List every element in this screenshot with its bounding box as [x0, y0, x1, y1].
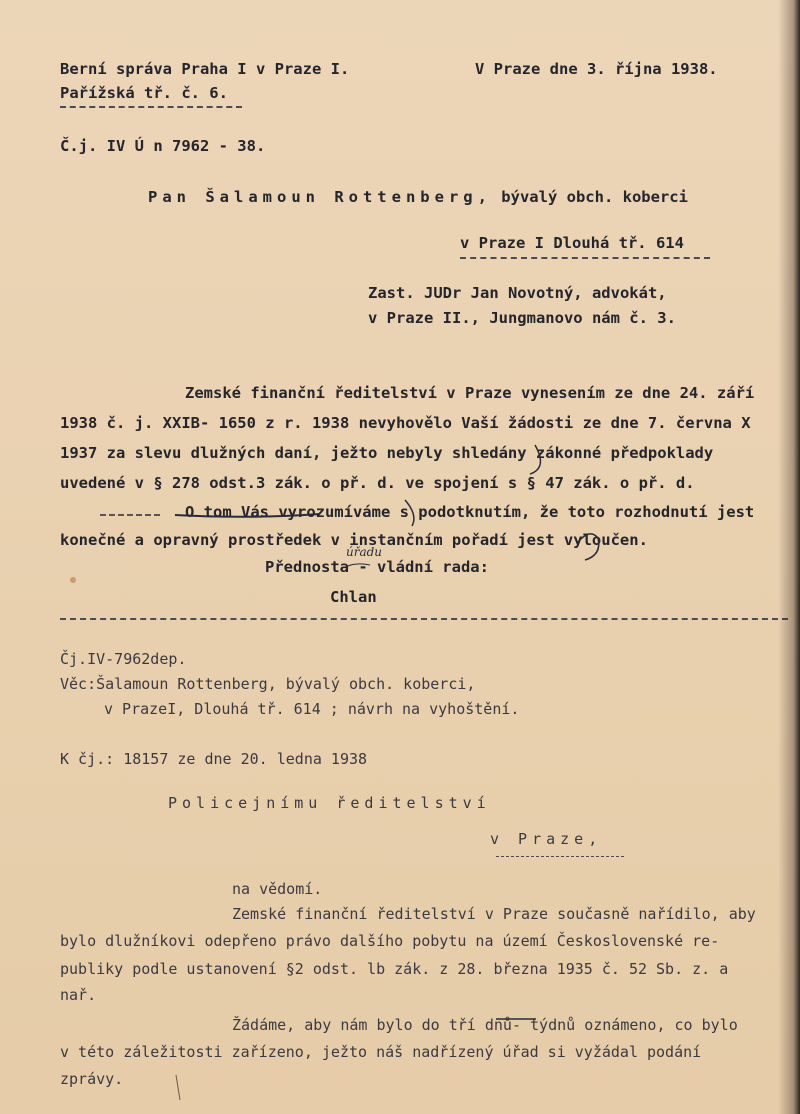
- decision-line-4: uvedené v § 278 odst.3 zák. o př. d. ve spojení s § 47 zák. o př. d.: [60, 474, 695, 492]
- paragraph-line-1: Zemské finanční ředitelství v Praze současně nařídilo, aby: [232, 905, 756, 923]
- recipient-line-1: Policejnímu ředitelství: [168, 794, 491, 812]
- addressee-occupation: bývalý obch. koberci: [491, 188, 688, 206]
- subject-line-2: v PrazeI, Dlouhá tř. 614 ; návrh na vyhoštění.: [104, 700, 520, 718]
- note-text: na vědomí.: [232, 880, 323, 898]
- office-line-1: Berní správa Praha I v Praze I.: [60, 60, 350, 78]
- correction-mark-2: [405, 500, 414, 526]
- paragraph-line-5: Žádáme, aby nám bylo do tří dnů- týdnů oznámeno, co bylo: [232, 1016, 738, 1034]
- addressee-address: v Praze I Dlouhá tř. 614: [460, 234, 684, 252]
- paragraph-line-7: zprávy.: [60, 1070, 124, 1088]
- reference-number: Č.j. IV Ú n 7962 - 38.: [60, 137, 266, 155]
- handwritten-insert: úřadu: [346, 545, 383, 559]
- paragraph-line-2: bylo dlužníkovi odepřeno právo dalšího pobytu na území Československé re-: [60, 932, 720, 950]
- representative-line-2: v Praze II., Jungmanovo nám č. 3.: [368, 309, 676, 327]
- paper-stain: [70, 577, 76, 583]
- strikethrough-stroke: [175, 514, 320, 517]
- decision-line-3: 1937 za slevu dlužných daní, ježto nebyly shledány zákonné předpoklady: [60, 444, 714, 462]
- paper-crease: [176, 1075, 180, 1100]
- page-edge-shadow: [778, 0, 800, 1114]
- addressee-name-spaced: Pan Šalamoun Rottenberg,: [148, 188, 492, 206]
- subject-line-1: Věc:Šalamoun Rottenberg, bývalý obch. koberci,: [60, 675, 476, 693]
- representative-line-1: Zast. JUDr Jan Novotný, advokát,: [368, 284, 667, 302]
- correction-mark-3: [578, 534, 599, 560]
- decision-line-6: konečné a opravný prostředek v instančním pořadí jest vyloučen.: [60, 531, 648, 549]
- office-line-2: Pařížská tř. č. 6.: [60, 84, 228, 102]
- decision-line-5: O tom Vás vyrozumíváme s podotknutím, že toto rozhodnutí jest: [185, 503, 755, 521]
- insert-caret: [346, 564, 370, 567]
- paragraph-line-3: publiky podle ustanovení §2 odst. lb zák. z 28. března 1935 č. 52 Sb. z. a: [60, 960, 729, 978]
- signature-title: Přednosta - vládní rada:: [265, 558, 489, 576]
- paragraph-line-4: nař.: [60, 986, 97, 1004]
- document-date: V Praze dne 3. října 1938.: [475, 60, 718, 78]
- decision-line-1: Zemské finanční ředitelství v Praze vynesením ze dne 24. září: [185, 384, 755, 402]
- recipient-line-2: v Praze,: [490, 830, 603, 848]
- decision-line-2: 1938 č. j. XXIB- 1650 z r. 1938 nevyhovělo Vaší žádosti ze dne 7. června X: [60, 414, 751, 432]
- k-reference: K čj.: 18157 ze dne 20. ledna 1938: [60, 750, 368, 768]
- correction-mark-1: [530, 445, 540, 474]
- second-reference: Čj.IV-7962dep.: [60, 650, 187, 668]
- paragraph-line-6: v této záležitosti zařízeno, ježto náš nadřízený úřad si vyžádal podání: [60, 1043, 702, 1061]
- signature-name: Chlan: [330, 588, 377, 606]
